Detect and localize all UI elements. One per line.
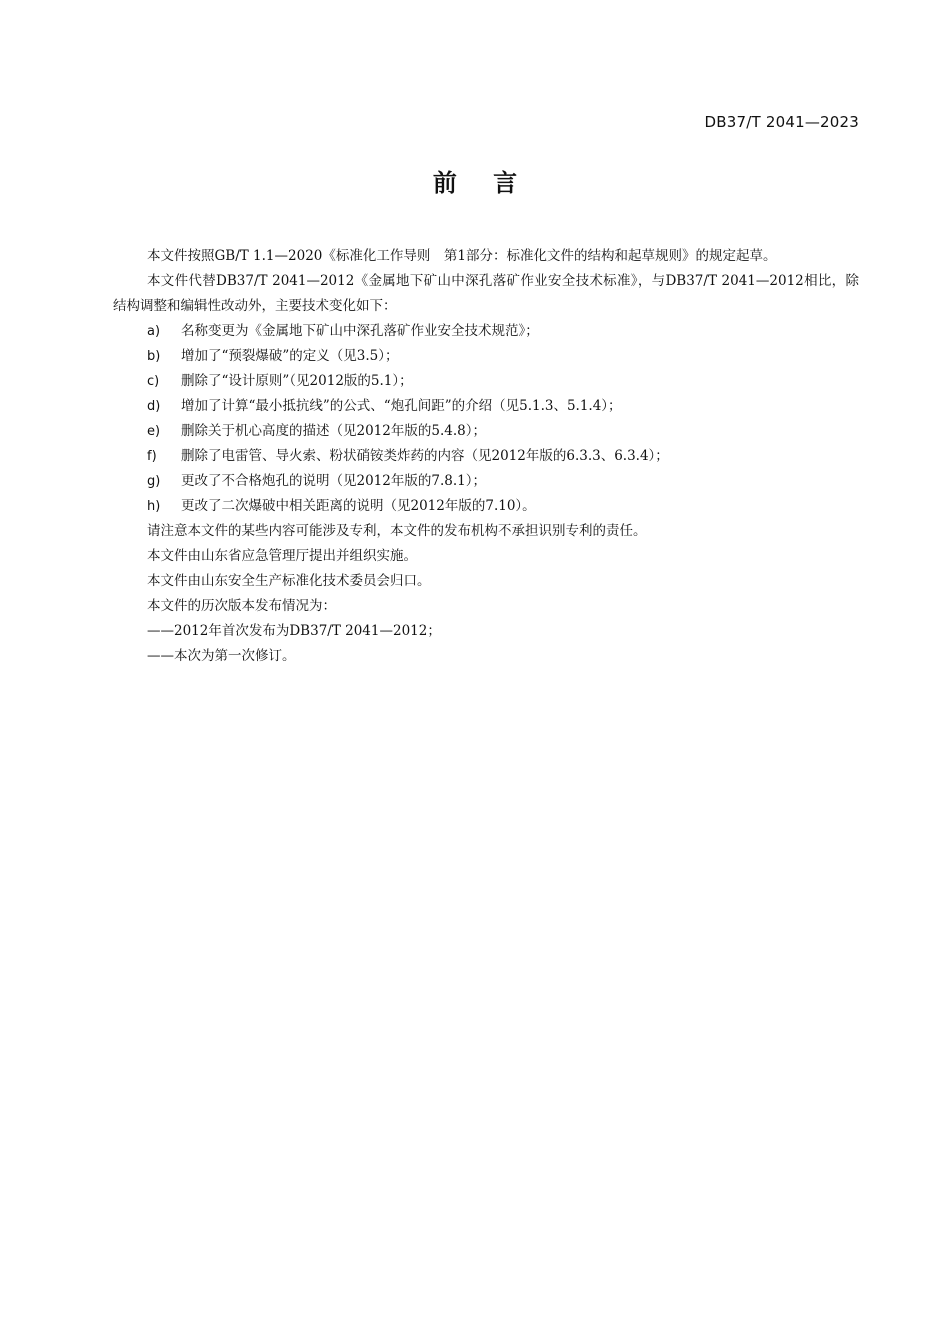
list-item-text: 删除了“设计原则”（见2012版的5.1）；	[181, 373, 413, 389]
foreword-body	[113, 244, 859, 669]
list-item	[113, 369, 859, 394]
paragraph-history-intro: 本文件的历次版本发布情况为：	[147, 598, 336, 614]
page-title: 前 言	[432, 169, 532, 197]
list-item	[113, 494, 859, 519]
list-item	[113, 394, 859, 419]
list-marker: d)	[147, 399, 161, 414]
list-item-text: 更改了不合格炮孔的说明（见2012年版的7.8.1）；	[181, 473, 486, 489]
list-item-text: 删除关于机心高度的描述（见2012年版的5.4.8）；	[181, 423, 486, 439]
list-marker: a)	[147, 324, 161, 339]
paragraph-proposer: 本文件由山东省应急管理厅提出并组织实施。	[147, 548, 417, 564]
list-marker: e)	[147, 424, 161, 439]
history-item: ——本次为第一次修订。	[147, 648, 296, 664]
list-item	[113, 344, 859, 369]
list-item	[113, 419, 859, 444]
document-code: DB37/T 2041—2023	[704, 113, 859, 131]
list-item	[113, 469, 859, 494]
list-marker: b)	[147, 349, 161, 364]
history-item: ——2012年首次发布为DB37/T 2041—2012；	[147, 623, 441, 639]
list-item-text: 增加了“预裂爆破”的定义（见3.5）；	[181, 348, 399, 364]
list-marker: f)	[147, 449, 157, 464]
list-item	[113, 319, 859, 344]
list-item-text: 更改了二次爆破中相关距离的说明（见2012年版的7.10）。	[181, 498, 536, 514]
paragraph-patent-notice: 请注意本文件的某些内容可能涉及专利，本文件的发布机构不承担识别专利的责任。	[147, 523, 647, 539]
list-item	[113, 444, 859, 469]
list-marker: g)	[147, 474, 161, 489]
paragraph-drafting-basis: 本文件按照GB/T 1.1—2020《标准化工作导则 第1部分：标准化文件的结构和起草规则》的规定起草。	[147, 248, 777, 264]
list-item-text: 删除了电雷管、导火索、粉状硝铵类炸药的内容（见2012年版的6.3.3、6.3.4）；	[181, 448, 669, 464]
paragraph-replacement: 本文件代替DB37/T 2041—2012《金属地下矿山中深孔落矿作业安全技术标准》，与DB37/T 2041—2012相比，除结构调整和编辑性改动外，主要技术变化如下：	[113, 273, 859, 314]
list-marker: h)	[147, 499, 161, 514]
changes-list	[113, 319, 859, 519]
list-marker: c)	[147, 374, 160, 389]
paragraph-committee: 本文件由山东安全生产标准化技术委员会归口。	[147, 573, 431, 589]
list-item-text: 名称变更为《金属地下矿山中深孔落矿作业安全技术规范》；	[181, 323, 539, 339]
list-item-text: 增加了计算“最小抵抗线”的公式、“炮孔间距”的介绍（见5.1.3、5.1.4）；	[181, 398, 622, 414]
